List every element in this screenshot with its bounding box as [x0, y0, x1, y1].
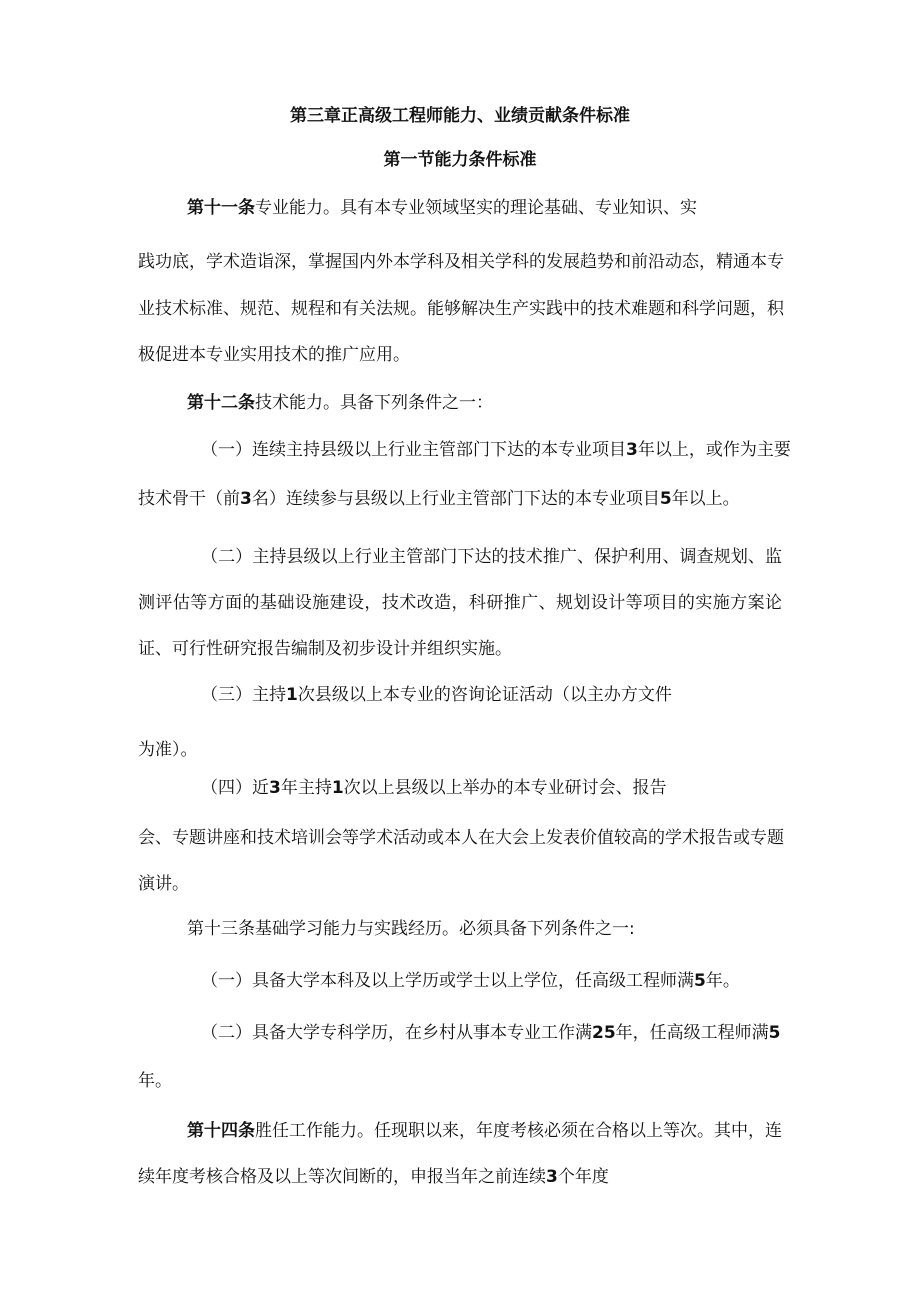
- article-12-item-2-line-3: 证、可行性研究报告编制及初步设计并组织实施。: [138, 639, 512, 659]
- number-span: 5: [659, 489, 672, 509]
- text-span: 续年度考核合格及以上等次间断的，申报当年之前连续: [138, 1167, 546, 1187]
- text-span: （四）近: [201, 778, 269, 798]
- number-span: 3: [626, 440, 638, 460]
- article-14-label: 第十四条: [187, 1121, 255, 1141]
- article-12-label: 第十二条: [187, 393, 255, 413]
- text-span: （二）具备大学专科学历，在乡村从事本专业工作满: [201, 1023, 592, 1043]
- article-12-item-4-line-2: 会、专题讲座和技术培训会等学术活动或本人在大会上发表价值较高的学术报告或专题: [138, 828, 784, 848]
- article-11-line-4: 极促进本专业实用技术的推广应用。: [138, 345, 410, 365]
- number-span: 3: [269, 778, 281, 798]
- section-title: 第一节能力条件标准: [383, 150, 537, 170]
- article-14-line-2: [138, 1165, 609, 1189]
- article-11-label: 第十一条: [187, 198, 255, 218]
- article-12-item-2-line-1: （二）主持县级以上行业主管部门下达的技术推广、保护利用、调查规划、监: [201, 547, 782, 567]
- article-12-text: 技术能力。具备下列条件之一：: [255, 393, 493, 413]
- text-span: 年。: [705, 971, 740, 991]
- text-span: 年以上，或作为主要: [637, 440, 791, 460]
- text-span: （一）连续主持县级以上行业主管部门下达的本专业项目: [201, 440, 626, 460]
- number-span: 5: [694, 971, 706, 991]
- number-span: 3: [240, 489, 252, 509]
- article-12-item-3-line-2: 为准）。: [138, 740, 198, 760]
- number-span: 1: [331, 778, 344, 798]
- article-11-line-3: 业技术标准、规范、规程和有关法规。能够解决生产实践中的技术难题和科学问题，积: [138, 299, 784, 319]
- article-12-item-1-line-1: [201, 438, 791, 462]
- text-span: （一）具备大学本科及以上学历或学士以上学位，任高级工程师满: [201, 971, 694, 991]
- article-11-text: 专业能力。具有本专业领域坚实的理论基础、专业知识、实: [255, 198, 697, 218]
- article-12-item-4-line-1: [201, 776, 667, 800]
- number-span: 5: [768, 1023, 781, 1043]
- article-13-item-2-line-1: [201, 1021, 781, 1045]
- article-11-line-2: 践功底，学术造诣深，掌握国内外本学科及相关学科的发展趋势和前沿动态，精通本专: [138, 252, 784, 272]
- text-span: 年主持: [280, 778, 332, 798]
- text-span: 年以上。: [671, 489, 740, 509]
- article-14-text: 胜任工作能力。任现职以来，年度考核必须在合格以上等次。其中，连: [255, 1121, 782, 1141]
- article-13-line-1: 第十三条基础学习能力与实践经历。必须具备下列条件之一:: [187, 919, 635, 939]
- text-span: 次县级以上本专业的咨询论证活动（以主办方文件: [297, 685, 672, 705]
- text-span: 次以上县级以上举办的本专业研讨会、报告: [343, 778, 667, 798]
- article-12-item-1-line-2: [138, 487, 740, 511]
- article-13-item-2-line-2: 年。: [138, 1071, 172, 1091]
- text-span: 个年度: [557, 1167, 609, 1187]
- text-span: 技术骨干（前: [138, 489, 240, 509]
- article-14-line-1: [187, 1119, 782, 1143]
- text-span: 年，任高级工程师满: [615, 1023, 769, 1043]
- text-span: （三）主持: [201, 685, 286, 705]
- chapter-title: 第三章正高级工程师能力、业绩贡献条件标准: [290, 106, 630, 126]
- text-span: 名）连续参与县级以上行业主管部门下达的本专业项目: [251, 489, 660, 509]
- article-12-item-3-line-1: [201, 683, 672, 707]
- number-span: 3: [546, 1167, 558, 1187]
- article-12-item-4-line-3: 演讲。: [138, 874, 189, 894]
- number-span: 25: [592, 1023, 616, 1043]
- article-11-line-1: [187, 196, 697, 220]
- number-span: 1: [286, 685, 298, 705]
- article-12-line-1: [187, 391, 493, 415]
- article-13-item-1: [201, 969, 740, 993]
- article-12-item-2-line-2: 测评估等方面的基础设施建设，技术改造，科研推广、规划设计等项目的实施方案论: [138, 593, 782, 613]
